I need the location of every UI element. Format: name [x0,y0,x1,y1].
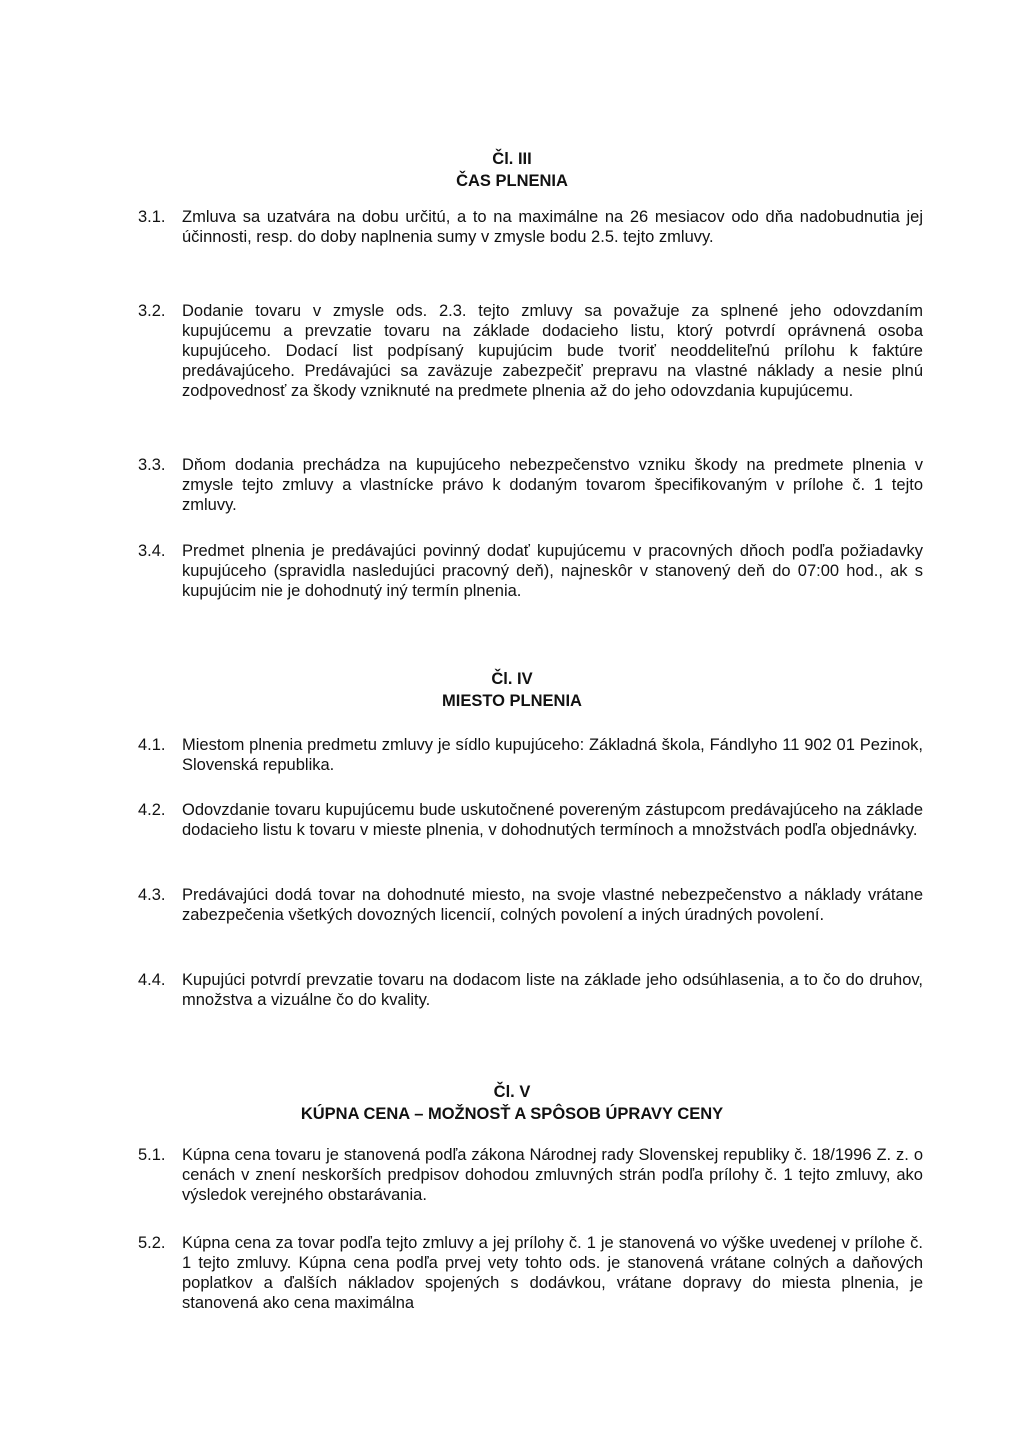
clause-text: Miestom plnenia predmetu zmluvy je sídlo kupujúceho: Základná škola, Fándlyho 11 902 01 Pezinok, Slovenská republika. [182,736,923,774]
clause-number: 3.2. [138,302,166,320]
clause-number: 3.1. [138,208,166,226]
article-title: ČAS PLNENIA [456,172,568,190]
clause-text: Kupujúci potvrdí prevzatie tovaru na dodacom liste na základe jeho odsúhlasenia, a to čo do druhov, množstva a vizuálne čo do kvality. [182,971,923,1009]
clause-4-1 [138,735,923,775]
clause-number: 4.2. [138,801,166,819]
article-title: KÚPNA CENA – MOŽNOSŤ A SPÔSOB ÚPRAVY CENY [300,1105,724,1123]
clause-3-2 [138,301,923,401]
clause-number: 4.3. [138,886,166,904]
article-title: MIESTO PLNENIA [442,692,582,710]
clause-number: 5.1. [138,1146,166,1164]
clause-number: 3.3. [138,456,166,474]
clause-number: 4.1. [138,736,166,754]
clause-4-3 [138,885,923,925]
clause-text: Zmluva sa uzatvára na dobu určitú, a to na maximálne na 26 mesiacov odo dňa nadobudnutia jej účinnosti, resp. do doby naplnenia sumy v zmysle bodu 2.5. tejto zmluvy. [182,208,923,246]
clause-text: Kúpna cena tovaru je stanovená podľa zákona Národnej rady Slovenskej republiky č. 18/1996 Z. z. o cenách v znení neskorších predpisov dohodou zmluvných strán podľa prílohy č. 1 tejto zmluvy, ako výsledok verejného obstarávania. [182,1146,923,1204]
clause-5-1 [138,1145,923,1205]
clause-number: 4.4. [138,971,166,989]
clause-4-4 [138,970,923,1010]
clause-5-2 [138,1233,923,1313]
clause-text: Dodanie tovaru v zmysle ods. 2.3. tejto zmluvy sa považuje za splnené jeho odovzdaním kupujúcemu a prevzatie tovaru na základe dodacieho listu, ktorý potvrdí oprávnená osoba kupujúceho. Dodací list podpísaný kupujúcim bude tvoriť neoddeliteľnú prílohu k faktúre predávajúceho. Predávajúci sa zaväzuje zabezpečiť prepravu na vlastné náklady a nesie plnú zodpovednosť za škody vzniknuté na predmete plnenia až do jeho odovzdania kupujúcemu. [182,302,923,400]
article-number: Čl. IV [491,670,533,688]
article-heading-iv [0,668,1024,712]
clause-3-1 [138,207,923,247]
clause-text: Predmet plnenia je predávajúci povinný dodať kupujúcemu v pracovných dňoch podľa požiadavky kupujúceho (spravidla nasledujúci pracovný deň), najneskôr v stanovený deň do 07:00 hod., ak s kupujúcim nie je dohodnutý iný termín plnenia. [182,542,923,600]
article-heading-iii [0,148,1024,192]
clause-number: 3.4. [138,542,166,560]
clause-3-4 [138,541,923,601]
clause-number: 5.2. [138,1234,166,1252]
clause-text: Predávajúci dodá tovar na dohodnuté miesto, na svoje vlastné nebezpečenstvo a náklady vrátane zabezpečenia všetkých dovozných licencií, colných povolení a iných úradných povolení. [182,886,923,924]
clause-text: Dňom dodania prechádza na kupujúceho nebezpečenstvo vzniku škody na predmete plnenia v zmysle tejto zmluvy a vlastnícke právo k dodaným tovarom špecifikovaným v prílohe č. 1 tejto zmluvy. [182,456,923,514]
clause-text: Odovzdanie tovaru kupujúcemu bude uskutočnené povereným zástupcom predávajúceho na základe dodacieho listu k tovaru v mieste plnenia, v dohodnutých termínoch a množstvách podľa objednávky. [182,801,923,839]
clause-text: Kúpna cena za tovar podľa tejto zmluvy a jej prílohy č. 1 je stanovená vo výške uvedenej v prílohe č. 1 tejto zmluvy. Kúpna cena podľa prvej vety tohto ods. je stanovená vrátane colných a daňových poplatkov a ďalších nákladov spojených s dodávkou, vrátane dopravy do miesta plnenia, je stanovená ako cena maximálna [182,1234,923,1312]
article-number: Čl. V [493,1083,531,1101]
article-number: Čl. III [492,150,532,168]
article-heading-v [0,1081,1024,1125]
clause-4-2 [138,800,923,840]
clause-3-3 [138,455,923,515]
